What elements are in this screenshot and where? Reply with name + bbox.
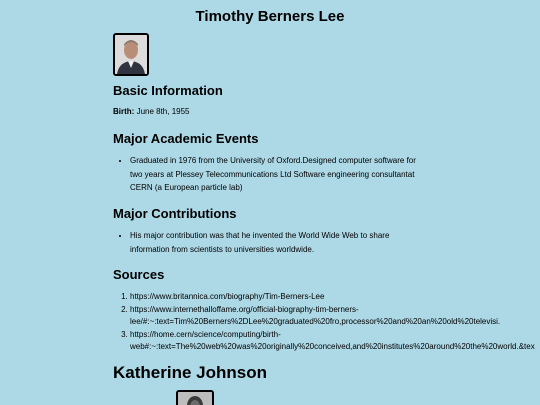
birth-value: June 8th, 1955 — [136, 107, 190, 116]
birth-info — [113, 107, 190, 117]
contribution-line: information from scientists to universities worldwide. — [130, 244, 315, 254]
page-title: Timothy Berners Lee — [195, 8, 345, 25]
portrait-photo-icon — [176, 390, 214, 405]
contribution-line: His major contribution was that he invented the World Wide Web to share — [130, 231, 390, 240]
sources-list — [113, 291, 540, 354]
second-person-heading: Katherine Johnson — [113, 363, 267, 382]
source-link[interactable]: https://www.britannica.com/biography/Tim-Berners-Lee — [130, 292, 325, 301]
list-item — [130, 229, 389, 256]
list-item — [130, 154, 416, 195]
source-link[interactable]: https://www.internethalloffame.org/official-biography-tim-berners- — [130, 304, 359, 314]
portrait-photo-icon — [113, 33, 149, 76]
source-link-continued[interactable]: lee/#:~:text=Tim%20Berners%2DLee%20graduated%20fro,processor%20and%20an%20old%20televisi. — [130, 317, 501, 326]
source-item[interactable] — [130, 291, 540, 304]
academic-line: two years at Plessey Telecommunications Ltd Software engineering consultantat — [130, 169, 415, 179]
sources-heading: Sources — [113, 267, 165, 282]
source-item[interactable] — [130, 329, 540, 354]
source-link-continued[interactable]: web#:~:text=The%20web%20was%20originally%20conceived,and%20institutes%20around%20the%20world.&tex — [130, 342, 535, 351]
academic-events-list — [113, 154, 416, 195]
basic-information-heading: Basic Information — [113, 83, 223, 98]
academic-line: CERN (a European particle lab) — [130, 183, 243, 192]
contributions-list — [113, 229, 389, 256]
source-link[interactable]: https://home.cern/science/computing/birth- — [130, 329, 281, 339]
birth-label: Birth: — [113, 107, 135, 116]
source-item[interactable] — [130, 304, 540, 329]
academic-events-heading: Major Academic Events — [113, 131, 259, 146]
academic-line: Graduated in 1976 from the University of Oxford.Designed computer software for — [130, 156, 416, 165]
major-contributions-heading: Major Contributions — [113, 206, 237, 221]
